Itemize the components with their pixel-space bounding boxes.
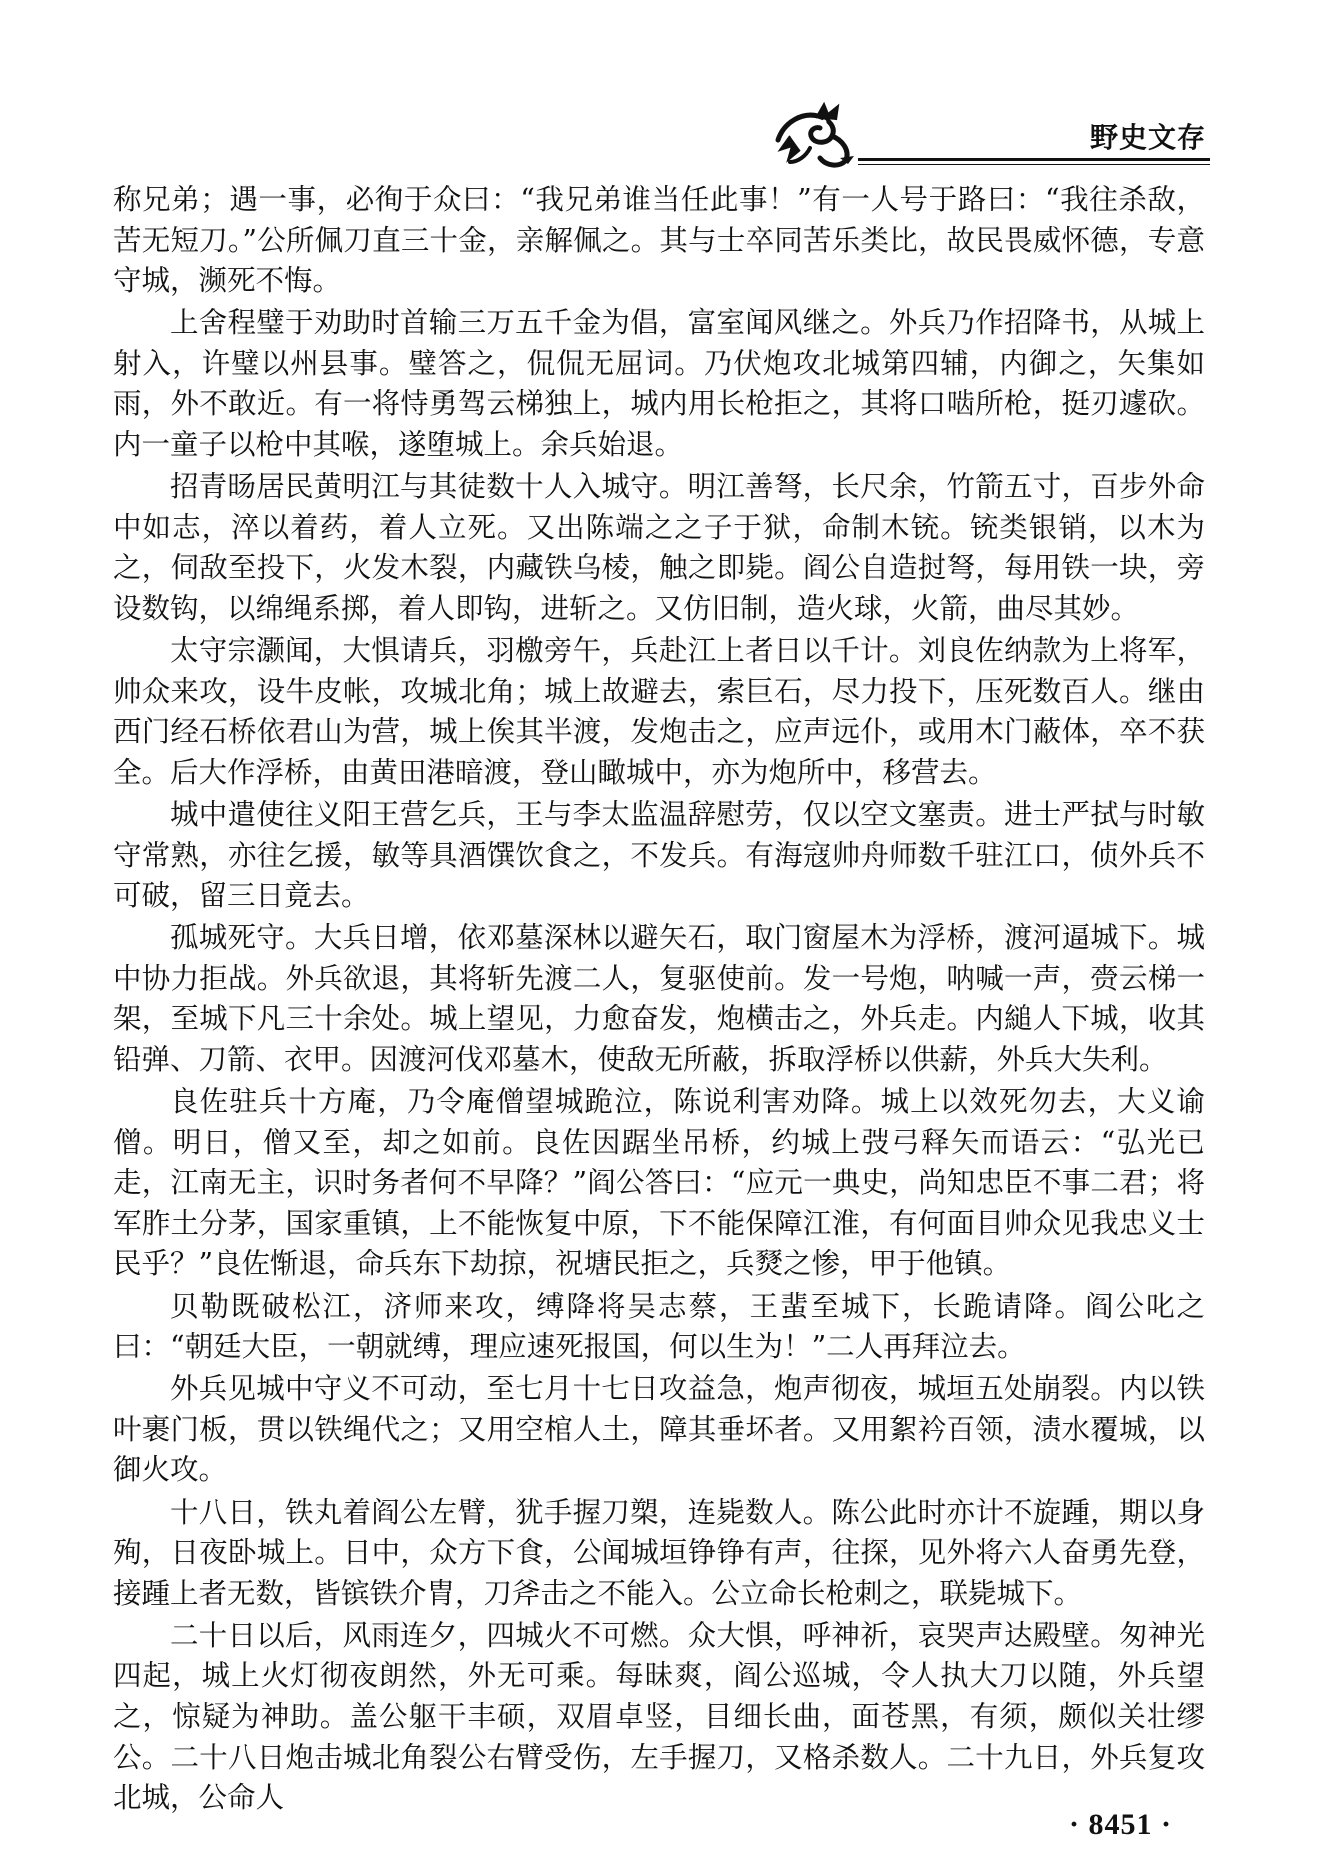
paragraph: 城中遣使往义阳王营乞兵，王与李太监温辞慰劳，仅以空文塞责。进士严拭与时敏守常熟，亦往乞援，敏等具酒馔饮食之，不发兵。有海寇帅舟师数千驻江口，侦外兵不可破，留三日竟去。 — [113, 797, 1205, 913]
paragraph: 良佐驻兵十方庵，乃令庵僧望城跪泣，陈说利害劝降。城上以效死勿去，大义谕僧。明日，僧又至，却之如前。良佐因踞坐吊桥，约城上弢弓释矢而语云：“弘光已走，江南无主，识时务者何不早降？”阎公答曰：“应元一典史，尚知忠臣不事二君；将军胙土分茅，国家重镇，上不能恢复中原，下不能保障江淮，有何面目帅众见我忠义士民乎？”良佐惭退，命兵东下劫掠，祝塘民拒之，兵燹之惨，甲于他镇。 — [113, 1085, 1205, 1281]
paragraph: 外兵见城中守义不可动，至七月十七日攻益急，炮声彻夜，城垣五处崩裂。内以铁叶裹门板，贯以铁绳代之；又用空棺人土，障其垂坏者。又用絮衿百领，渍水覆城，以御火攻。 — [113, 1372, 1205, 1487]
paragraph: 招青旸居民黄明江与其徒数十人入城守。明江善弩，长尺余，竹箭五寸，百步外命中如志，淬以着药，着人立死。又出陈端之之子于狱，命制木铳。铳类银销，以木为之，伺敌至投下，火发木裂，内藏铁乌棱，触之即毙。阎公自造挝弩，每用铁一块，旁设数钩，以绵绳系掷，着人即钩，进斩之。又仿旧制，造火球，火箭，曲尽其妙。 — [113, 470, 1205, 625]
paragraph: 上舍程璧于劝助时首输三万五千金为倡，富室闻风继之。外兵乃作招降书，从城上射入，许璧以州县事。璧答之，侃侃无屈词。乃伏炮攻北城第四辅，内御之，矢集如雨，外不敢近。有一将恃勇驾云梯独上，城内用长枪拒之，其将口啮所枪，挺刃遽砍。内一童子以枪中其喉，遂堕城上。余兵始退。 — [113, 306, 1205, 462]
body-text — [113, 180, 1205, 1820]
header-rule-thin — [858, 164, 1210, 165]
running-header-title: 野史文存 — [1089, 121, 1206, 154]
paragraph: 孤城死守。大兵日增，依邓墓深林以避矢石，取门窗屋木为浮桥，渡河逼城下。城中协力拒战。外兵欲退，其将斩先渡二人，复驱使前。发一号炮，呐喊一声，赍云梯一架，至城下凡三十余处。城上望见，力愈奋发，炮横击之，外兵走。内縋人下城，收其铅弹、刀箭、衣甲。因渡河伐邓墓木，使敌无所蔽，拆取浮桥以供薪，外兵大失利。 — [113, 921, 1205, 1076]
header-rule — [858, 158, 1210, 161]
paragraph: 十八日，铁丸着阎公左臂，犹手握刀槊，连毙数人。陈公此时亦计不旋踵，期以身殉，日夜卧城上。日中，众方下食，公闻城垣铮铮有声，往探，见外将六人奋勇先登，接踵上者无数，皆镔铁介胄，刀斧击之不能入。公立命长枪刺之，联毙城下。 — [113, 1495, 1205, 1610]
page-number: · 8451 · — [1068, 1808, 1172, 1841]
paragraph: 太守宗灏闻，大惧请兵，羽檄旁午，兵赴江上者日以千计。刘良佐纳款为上将军，帅众来攻，设牛皮帐，攻城北角；城上故避去，索巨石，尽力投下，压死数百人。继由西门经石桥依君山为营，城上俟其半渡，发炮击之，应声远仆，或用木门蔽体，卒不获全。后大作浮桥，由黄田港暗渡，登山瞰城中，亦为炮所中，移营去。 — [113, 634, 1205, 789]
paragraph: 二十日以后，风雨连夕，四城火不可燃。众大惧，呼神祈，哀哭声达殿壁。匆神光四起，城上火灯彻夜朗然，外无可乘。每昧爽，阎公巡城，令人执大刀以随，外兵望之，惊疑为神助。盖公躯干丰硕，双眉卓竖，目细长曲，面苍黑，有须，颇似关壮缪公。二十八日炮击城北角裂公右臂受伤，左手握刀，又格杀数人。二十九日，外兵复攻北城，公命人 — [113, 1618, 1205, 1815]
paragraph: 贝勒既破松江，济师来攻，缚降将吴志蔡，王蜚至城下，长跪请降。阎公叱之曰：“朝廷大臣，一朝就缚，理应速死报国，何以生为！”二人再拜泣去。 — [113, 1289, 1205, 1364]
paragraph: 称兄弟；遇一事，必徇于众曰：“我兄弟谁当任此事！”有一人号于路曰：“我往杀敌，苦无短刀。”公所佩刀直三十金，亲解佩之。其与士卒同苦乐类比，故民畏威怀德，专意守城，濒死不悔。 — [113, 183, 1205, 298]
running-header — [770, 100, 1210, 162]
dragon-emblem-icon — [770, 100, 860, 170]
